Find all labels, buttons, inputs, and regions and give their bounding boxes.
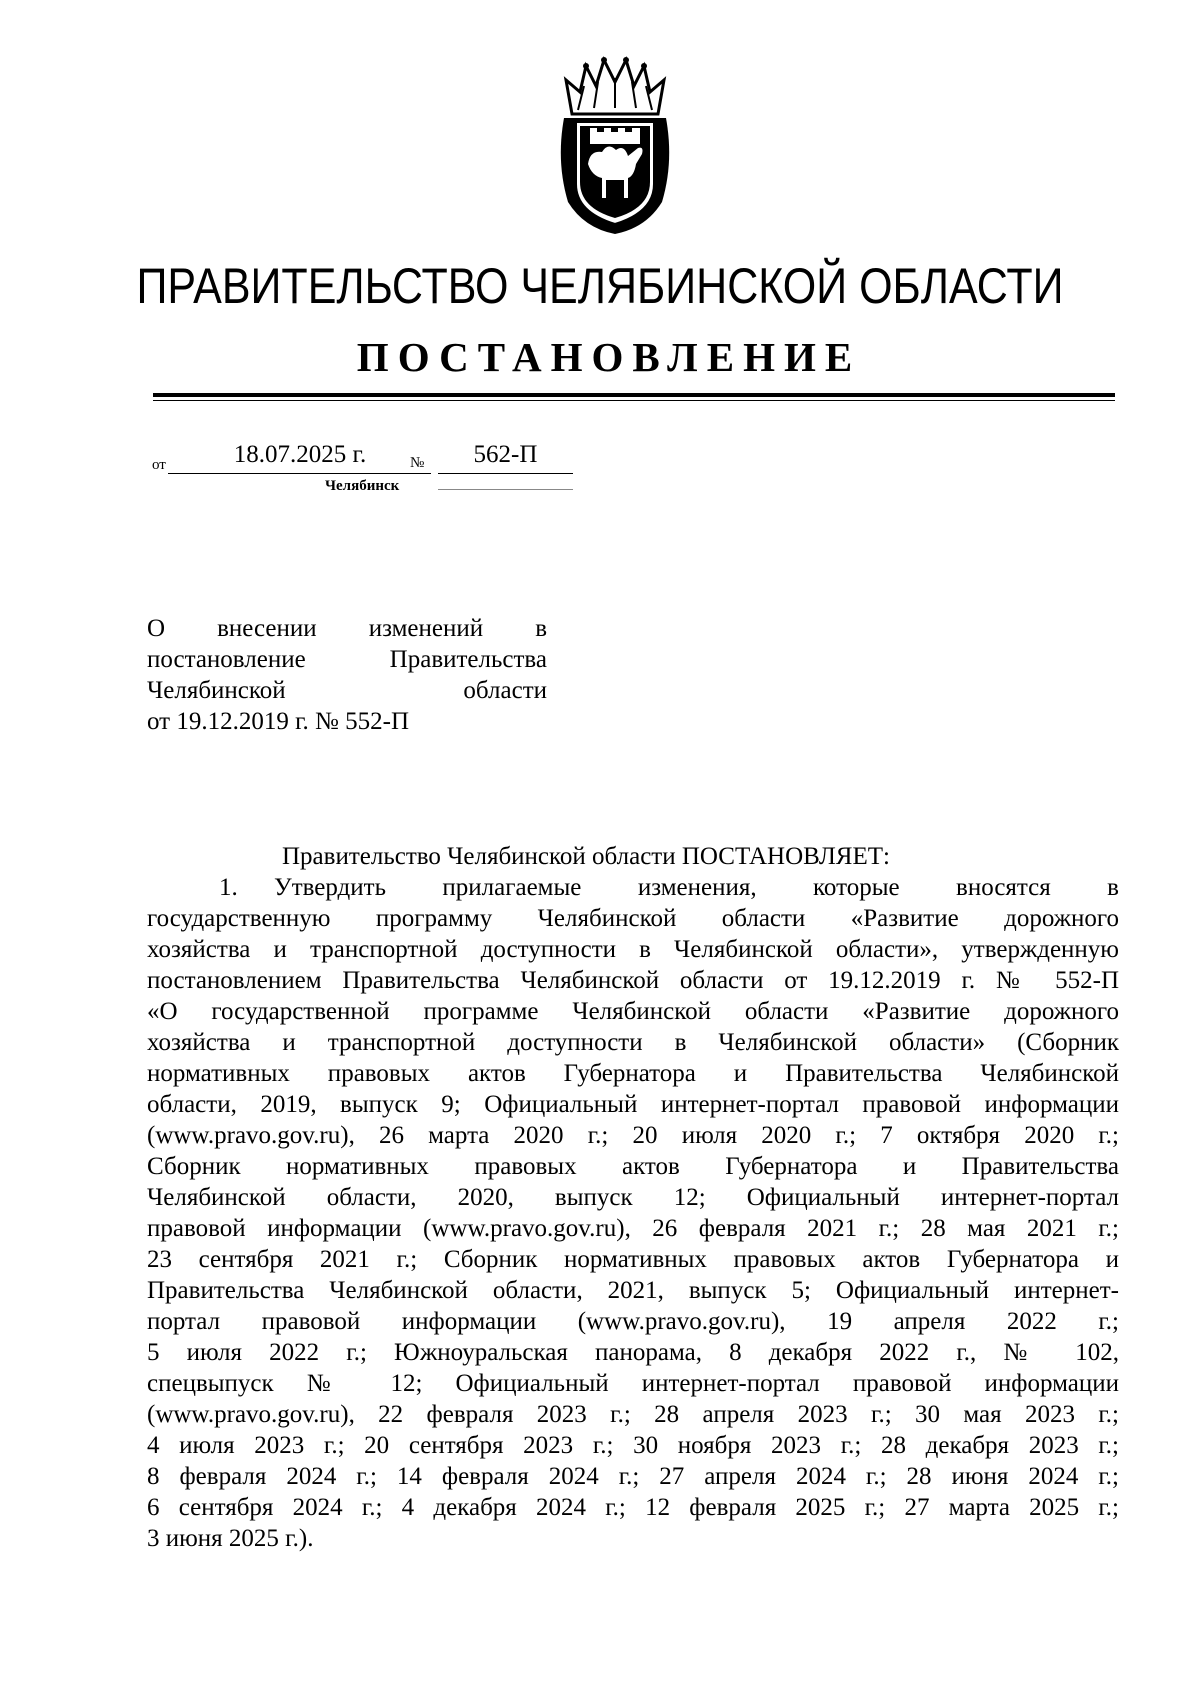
- subject-line: от 19.12.2019 г. № 552-П: [147, 708, 410, 735]
- paragraph-1: [147, 872, 1119, 1554]
- paragraph-line: постановлением Правительства Челябинской области от 19.12.2019 г. № 552-П: [147, 967, 1119, 994]
- document-body: [147, 841, 1119, 1554]
- paragraph-line: 6 сентября 2024 г.; 4 декабря 2024 г.; 12 февраля 2025 г.; 27 марта 2025 г.;: [147, 1494, 1119, 1521]
- paragraph-line: 3 июня 2025 г.).: [147, 1525, 314, 1552]
- header-divider-thin: [153, 400, 1115, 401]
- number-underline: [438, 473, 573, 474]
- issuing-city: Челябинск: [325, 478, 400, 494]
- header-divider-thick: [153, 393, 1115, 397]
- paragraph-line: хозяйства и транспортной доступности в Челябинской области», утвержденную: [147, 936, 1119, 963]
- paragraph-line: спецвыпуск № 12; Официальный интернет-портал правовой информации: [147, 1370, 1119, 1397]
- paragraph-line: нормативных правовых актов Губернатора и Правительства Челябинской: [147, 1060, 1119, 1087]
- resolution-intro: Правительство Челябинской области ПОСТАНОВЛЯЕТ:: [282, 843, 890, 870]
- coat-of-arms-icon: [554, 52, 676, 236]
- date-prefix-label: от: [152, 457, 166, 473]
- paragraph-line: правовой информации (www.pravo.gov.ru), 26 февраля 2021 г.; 28 мая 2021 г.;: [147, 1215, 1119, 1242]
- paragraph-line: Правительства Челябинской области, 2021, выпуск 5; Официальный интернет-: [147, 1277, 1119, 1304]
- number-label: №: [410, 455, 425, 471]
- paragraph-line: Челябинской области, 2020, выпуск 12; Официальный интернет-портал: [147, 1184, 1119, 1211]
- government-title: ПРАВИТЕЛЬСТВО ЧЕЛЯБИНСКОЙ ОБЛАСТИ: [136, 258, 1064, 314]
- paragraph-line: 4 июля 2023 г.; 20 сентября 2023 г.; 30 ноября 2023 г.; 28 декабря 2023 г.;: [147, 1432, 1119, 1459]
- subject-line: О внесении изменений в: [147, 615, 547, 642]
- paragraph-line: 8 февраля 2024 г.; 14 февраля 2024 г.; 27 апреля 2024 г.; 28 июня 2024 г.;: [147, 1463, 1119, 1490]
- paragraph-line: (www.pravo.gov.ru), 26 марта 2020 г.; 20 июля 2020 г.; 7 октября 2020 г.;: [147, 1122, 1119, 1149]
- date-underline: [168, 473, 431, 474]
- paragraph-line: хозяйства и транспортной доступности в Челябинской области» (Сборник: [147, 1029, 1119, 1056]
- paragraph-line: «О государственной программе Челябинской области «Развитие дорожного: [147, 998, 1119, 1025]
- paragraph-line-text: Утвердить прилагаемые изменения, которые вносятся в: [274, 874, 1119, 901]
- paragraph-line: 5 июля 2022 г.; Южноуральская панорама, 8 декабря 2022 г., № 102,: [147, 1339, 1119, 1366]
- document-date: 18.07.2025 г.: [233, 441, 367, 468]
- paragraph-line: (www.pravo.gov.ru), 22 февраля 2023 г.; 28 апреля 2023 г.; 30 мая 2023 г.;: [147, 1401, 1119, 1428]
- paragraph-line: портал правовой информации (www.pravo.gov.ru), 19 апреля 2022 г.;: [147, 1308, 1119, 1335]
- subject-line: постановление Правительства: [147, 646, 547, 673]
- paragraph-line: области, 2019, выпуск 9; Официальный интернет-портал правовой информации: [147, 1091, 1119, 1118]
- paragraph-number: 1.: [219, 874, 238, 901]
- paragraph-line: государственную программу Челябинской области «Развитие дорожного: [147, 905, 1119, 932]
- paragraph-line: Сборник нормативных правовых актов Губернатора и Правительства: [147, 1153, 1119, 1180]
- document-number: 562-П: [473, 441, 538, 468]
- paragraph-line: [147, 872, 1119, 903]
- city-underline: [438, 489, 573, 490]
- document-type: ПОСТАНОВЛЕНИЕ: [356, 334, 862, 380]
- paragraph-line: 23 сентября 2021 г.; Сборник нормативных правовых актов Губернатора и: [147, 1246, 1119, 1273]
- subject-line: Челябинской области: [147, 677, 547, 704]
- document-subject: [147, 613, 547, 737]
